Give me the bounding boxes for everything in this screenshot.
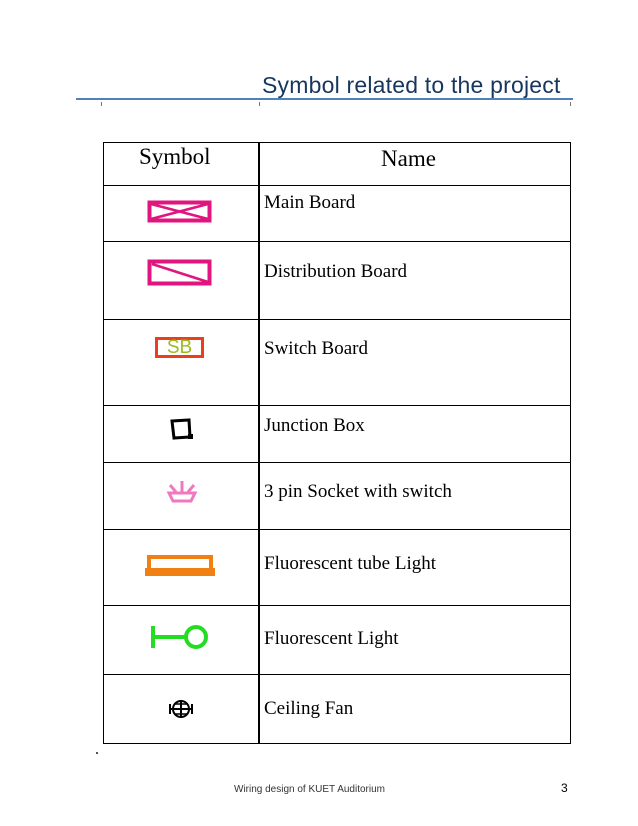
row-name: Distribution Board [264,261,408,282]
stray-dot [96,752,98,754]
distribution-board-icon [147,259,213,287]
symbol-table [103,142,571,744]
tube-light-icon [143,554,217,580]
row-name: Fluorescent tube Light [264,553,437,574]
rule-tick [101,102,102,106]
rule-tick [570,102,571,106]
ceiling-fan-icon [168,698,194,720]
main-board-icon [147,200,213,224]
row-name: Fluorescent Light [264,628,399,649]
switch-board-icon: SB [155,337,204,358]
row-name: 3 pin Socket with switch [264,481,452,502]
page-title: Symbol related to the project [262,72,561,98]
header-symbol: Symbol [139,144,211,169]
junction-box-icon [169,417,195,443]
page-number: 3 [561,781,568,795]
footer-text: Wiring design of KUET Auditorium [234,784,385,795]
row-name: Ceiling Fan [264,698,354,719]
rule-tick [259,102,260,106]
row-name: Junction Box [264,415,365,436]
header-name: Name [381,146,436,171]
fluorescent-light-icon [149,623,211,651]
row-name: Main Board [264,192,356,213]
socket-icon [165,479,199,505]
row-name: Switch Board [264,338,368,359]
heading-rule [76,98,573,100]
